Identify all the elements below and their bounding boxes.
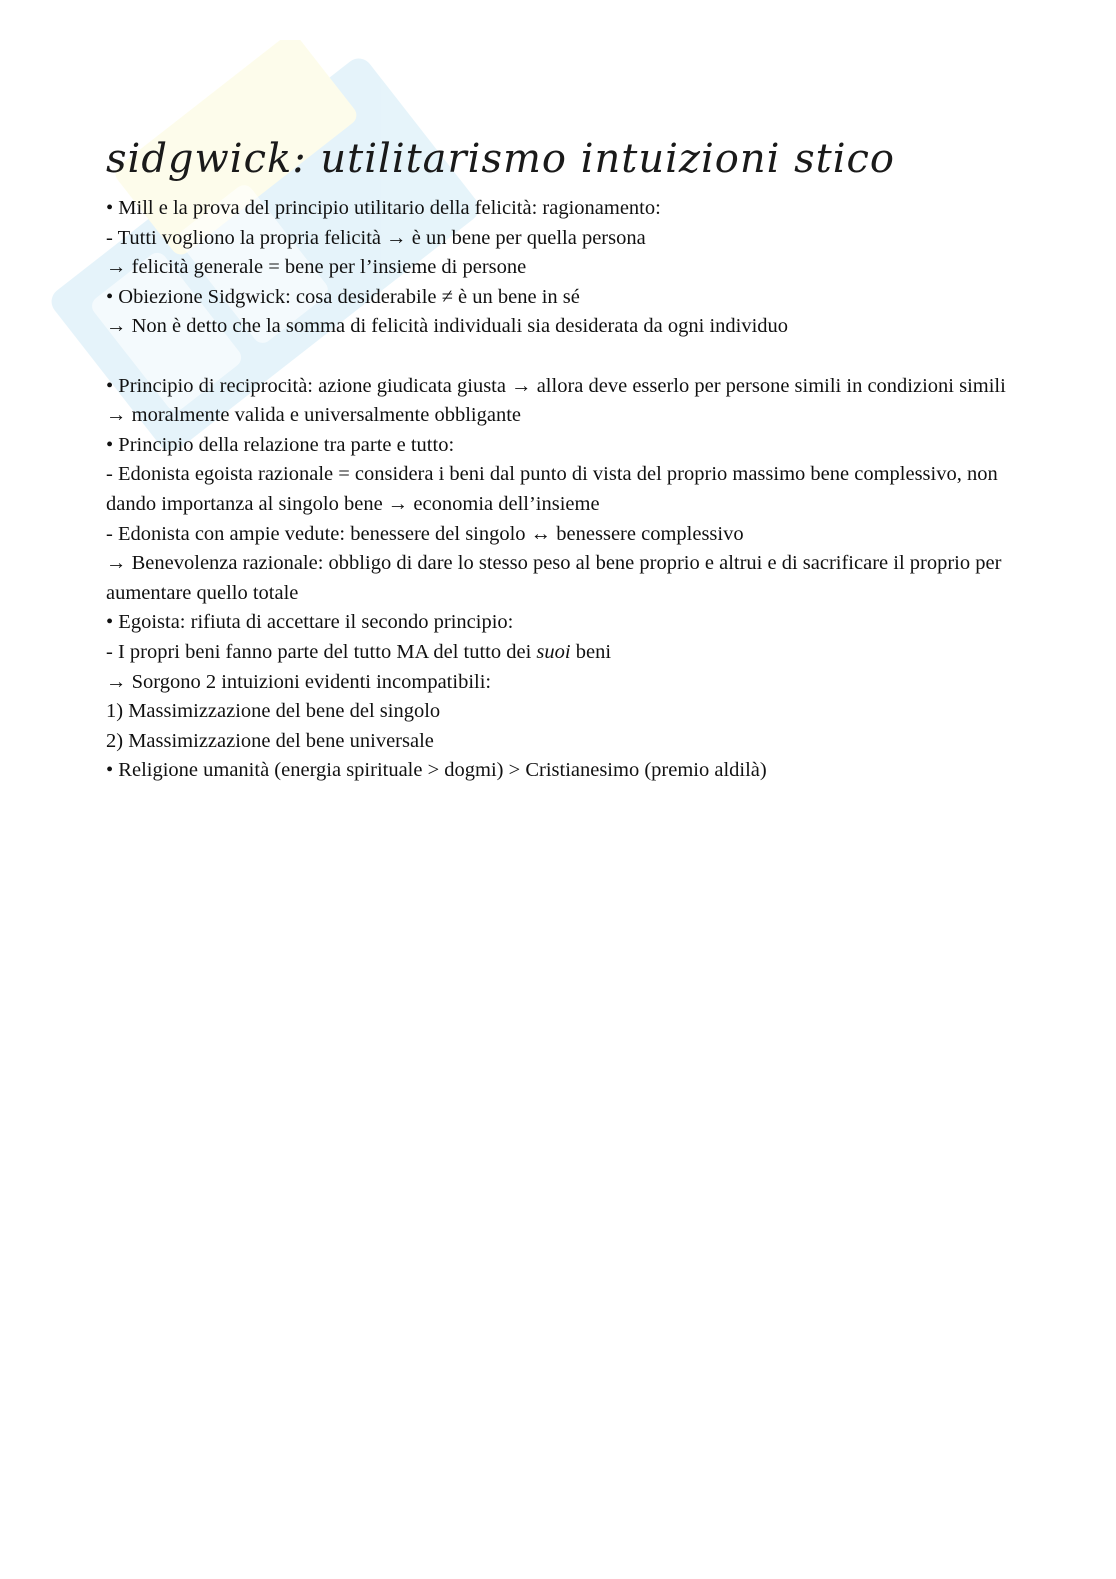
text-line: • Principio della relazione tra parte e tutto: [106, 433, 455, 456]
text-line: → Sorgono 2 intuizioni evidenti incompatibili: [106, 670, 492, 693]
text-segment: beni [570, 640, 612, 663]
text-line: • Egoista: rifiuta di accettare il secondo principio: [106, 611, 514, 634]
paragraph-gap [106, 342, 1006, 372]
text-line: • Obiezione Sidgwick: cosa desiderabile ≠ è un bene in sé [106, 285, 580, 308]
text-line: - Edonista egoista razionale = considera i beni dal punto di vista del proprio massimo bene complessivo, non dando importanza al singolo bene → economia dell’insieme [106, 463, 998, 515]
text-line: • Religione umanità (energia spirituale > dogmi) > Cristianesimo (premio aldilà) [106, 759, 767, 782]
emphasis-text: suoi [536, 640, 571, 663]
text-line: - Edonista con ampie vedute: benessere del singolo ↔ benessere complessivo [106, 522, 744, 545]
text-line: 1) Massimizzazione del bene del singolo [106, 700, 441, 723]
section-mill [106, 194, 1006, 342]
text-line: → felicità generale = bene per l’insieme di persone [106, 256, 527, 279]
text-line [106, 638, 1006, 668]
page-title: sidgwick: utilitarismo intuizioni stico [106, 136, 895, 182]
text-line: 2) Massimizzazione del bene universale [106, 729, 434, 752]
text-line: • Mill e la prova del principio utilitario della felicità: ragionamento: [106, 197, 661, 219]
section-principles [106, 372, 1006, 786]
document-page [106, 130, 1006, 786]
text-line: • Principio di reciprocità: azione giudicata giusta → allora deve esserlo per persone simili in condizioni simili → moralmente valida e universalmente obbligante [106, 374, 1006, 427]
text-line: - Tutti vogliono la propria felicità → è un bene per quella persona [106, 226, 646, 249]
text-segment: - I propri beni fanno parte del tutto MA del tutto dei [106, 640, 537, 663]
text-line: → Non è detto che la somma di felicità individuali sia desiderata da ogni individuo [106, 315, 789, 338]
text-line: → Benevolenza razionale: obbligo di dare lo stesso peso al bene proprio e altrui e di sacrificare il proprio per aumentare quello totale [106, 552, 1002, 604]
